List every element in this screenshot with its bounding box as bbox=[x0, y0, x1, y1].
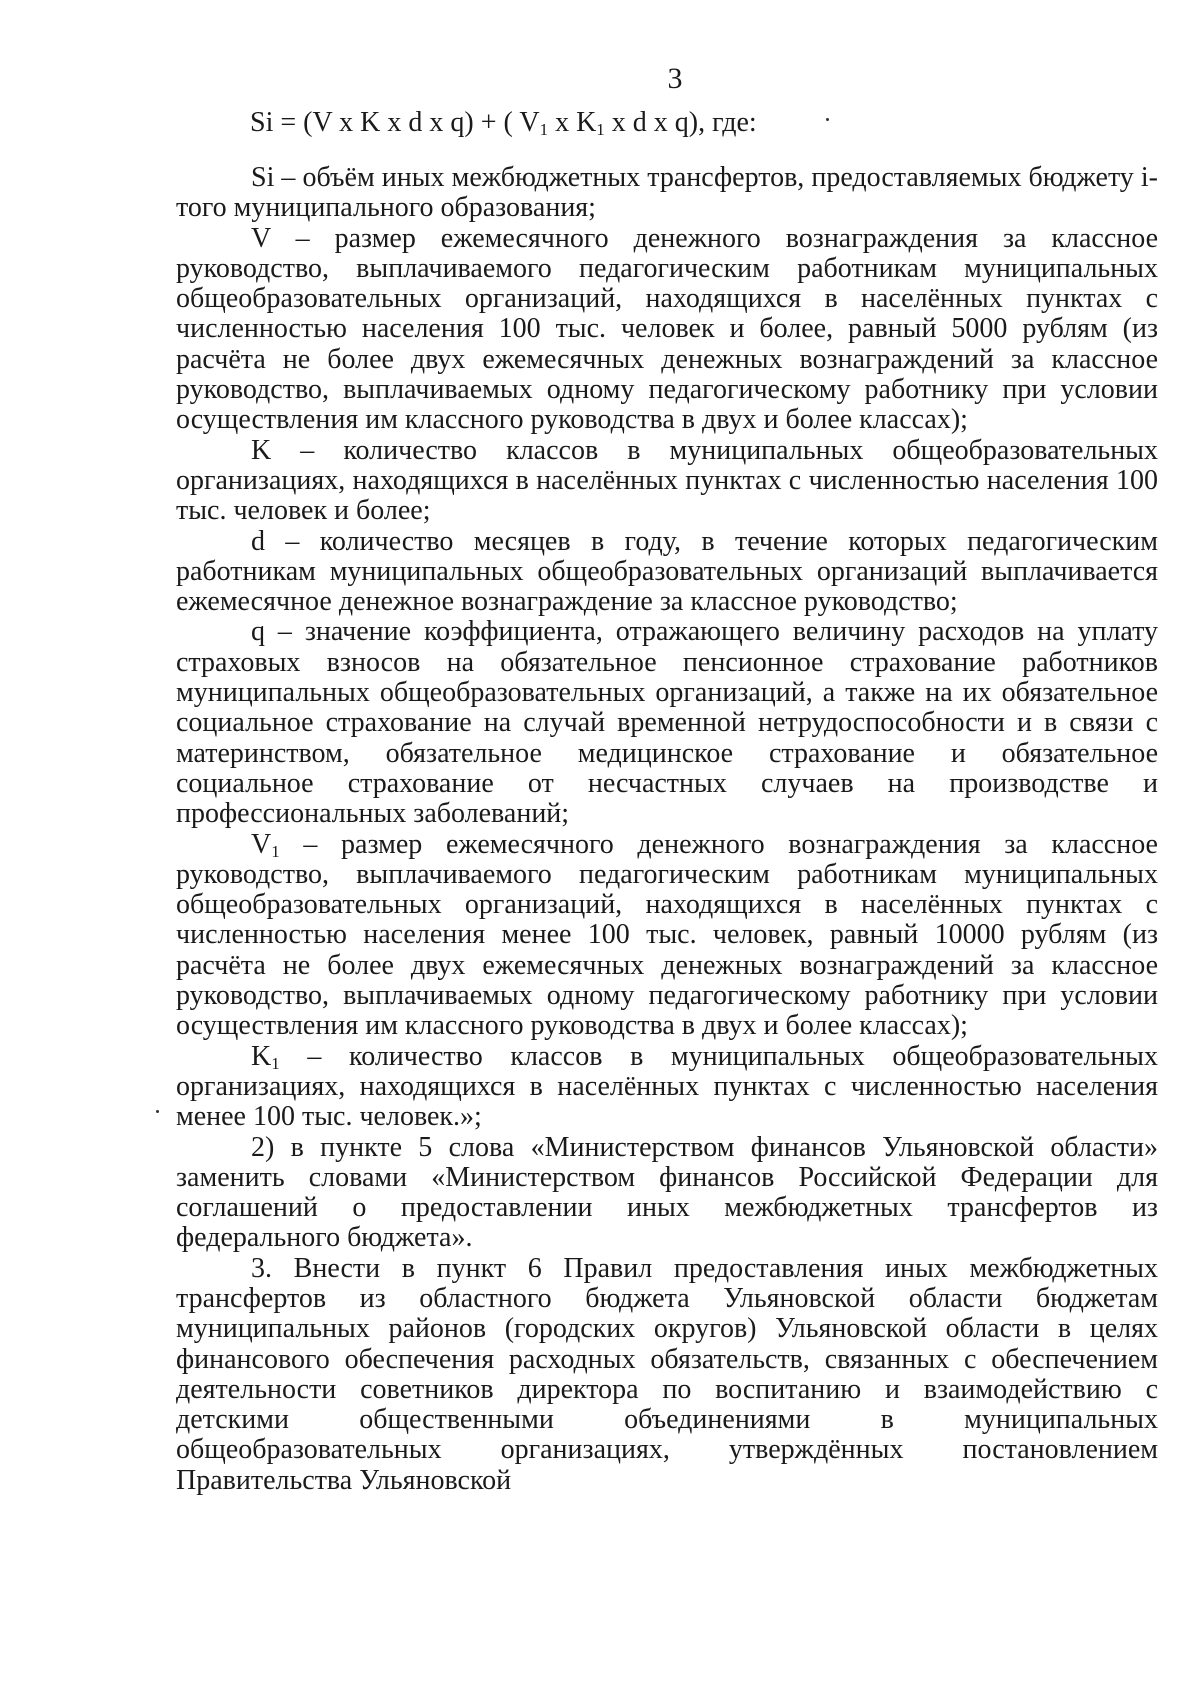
formula-subscript-2: 1 bbox=[596, 120, 605, 139]
paragraph-item-3 bbox=[176, 1254, 1158, 1496]
paragraph-text: q – значение коэффициента, отражающего величину расходов на уплату страховых взносов на обязательное пенсионное страхование работников муниципальных общеобразовательных организаций, а также на их обязательное социальное страхование на случай временной нетрудоспособности и в связи с материнством, обязательное медицинское страхование и обязательное социальное страхование от несчастных случаев на производстве и профессиональных заболеваний; bbox=[176, 616, 1158, 830]
paragraph-text: K – количество классов в муниципальных общеобразовательных организациях, находящихся в населённых пунктах с численностью населения 100 тыс. человек и более; bbox=[176, 434, 1158, 527]
formula-part-2: x K bbox=[548, 107, 597, 138]
paragraph-lead-subscript: 1 bbox=[271, 841, 280, 861]
formula-part-3: x d x q), где: bbox=[604, 107, 757, 138]
document-body bbox=[176, 163, 1158, 1496]
scan-speck bbox=[826, 118, 829, 121]
paragraph-lead-symbol: V bbox=[251, 828, 272, 860]
paragraph-k-definition bbox=[176, 436, 1158, 527]
paragraph-text: Si – объём иных межбюджетных трансфертов, предоставляемых бюджету i-того муниципального образования; bbox=[176, 162, 1158, 224]
paragraph-si-definition bbox=[176, 163, 1158, 224]
paragraph-text: – количество классов в муниципальных общеобразовательных организациях, находящихся в населённых пунктах с численностью населения менее 100 тыс. человек.»; bbox=[176, 1040, 1158, 1133]
paragraph-text: V – размер ежемесячного денежного вознаграждения за классное руководство, выплачиваемого педагогическим работникам муниципальных общеобразовательных организаций, находящихся в населённых пунктах с численностью населения 100 тыс. человек и более, равный 5000 рублям (из расчёта не более двух ежемесячных денежных вознаграждений за классное руководство, выплачиваемых одному педагогическому работнику при условии осуществления им классного руководства в двух и более классах); bbox=[176, 222, 1158, 436]
scan-speck bbox=[156, 1110, 159, 1113]
paragraph-d-definition bbox=[176, 527, 1158, 618]
paragraph-v1-definition bbox=[176, 830, 1158, 1042]
formula-line bbox=[250, 107, 757, 139]
paragraph-text: – размер ежемесячного денежного вознаграждения за классное руководство, выплачиваемого педагогическим работникам муниципальных общеобразовательных организаций, находящихся в населённых пунктах с численностью населения менее 100 тыс. человек, равный 10000 рублям (из расчёта не более двух ежемесячных денежных вознаграждений за классное руководство, выплачиваемых одному педагогическому работнику при условии осуществления им классного руководства в двух и более классах); bbox=[176, 828, 1158, 1042]
paragraph-lead-subscript: 1 bbox=[271, 1053, 280, 1073]
formula-subscript-1: 1 bbox=[539, 120, 549, 139]
paragraph-item-2 bbox=[176, 1133, 1158, 1254]
paragraph-k1-definition bbox=[176, 1042, 1158, 1133]
paragraph-text: 3. Внести в пункт 6 Правил предоставления иных межбюджетных трансфертов из областного бюджета Ульяновской области бюджетам муниципальных районов (городских округов) Ульяновской области в целях финансового обеспечения расходных обязательств, связанных с обеспечением деятельности советников директора по воспитанию и взаимодействию с детскими общественными объединениями в муниципальных общеобразовательных организациях, утверждённых постановлением Правительства Ульяновской bbox=[176, 1252, 1158, 1496]
paragraph-text: d – количество месяцев в году, в течение которых педагогическим работникам муниципальных общеобразовательных организаций выплачивается ежемесячное денежное вознаграждение за классное руководство; bbox=[176, 525, 1158, 618]
paragraph-text: 2) в пункте 5 слова «Министерством финансов Ульяновской области» заменить словами «Министерством финансов Российской Федерации для соглашений о предоставлении иных межбюджетных трансфертов из федерального бюджета». bbox=[176, 1131, 1158, 1254]
paragraph-v-definition bbox=[176, 224, 1158, 436]
paragraph-q-definition bbox=[176, 617, 1158, 829]
paragraph-lead-symbol: K bbox=[251, 1040, 272, 1072]
formula-part-1: Si = (V x K x d x q) + ( V bbox=[250, 107, 540, 138]
page-number: 3 bbox=[667, 62, 683, 95]
